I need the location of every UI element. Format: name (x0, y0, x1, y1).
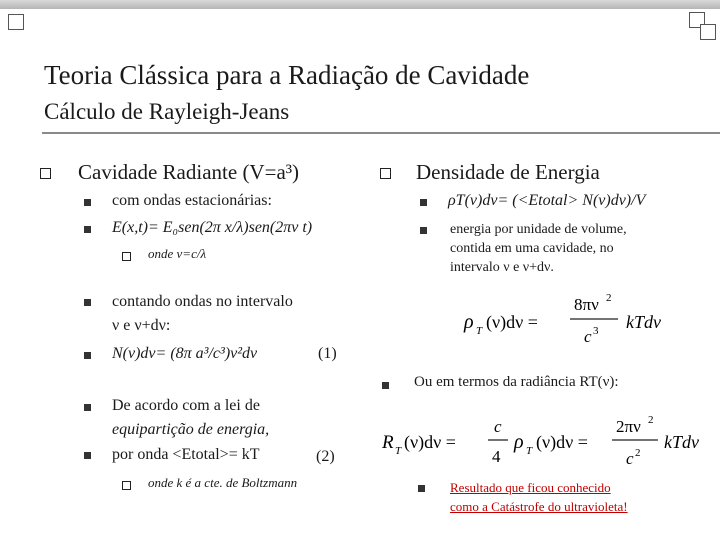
eq1-numerator: 8πν (574, 295, 599, 314)
eq1-lhs-body: (ν)dν = (486, 312, 538, 332)
eq2-numerator-exp: 2 (648, 414, 654, 426)
eq1-denominator: c (584, 327, 592, 346)
left-bullet-equipartition: De acordo com a lei de (112, 397, 260, 414)
eq2-lhs-sub: T (395, 445, 402, 457)
eq2-lhs: R (382, 432, 394, 453)
right-bullet-uv-catastrophe (450, 478, 628, 516)
eq1-lhs-sub: T (476, 325, 483, 337)
bullet-square-icon (84, 352, 91, 359)
slide-title: Teoria Clássica para a Radiação de Cavidade (44, 60, 530, 90)
bullet-square-icon (84, 404, 91, 411)
left-sub-boltzmann: onde k é a cte. de Boltzmann (148, 475, 298, 490)
left-bullet-energy-per-wave: por onda <Etotal>= kT (112, 446, 260, 463)
eq2-tail: kTdν (664, 432, 699, 452)
eq1-numerator-exp: 2 (606, 292, 612, 304)
right-bullet-radiance: Ou em termos da radiância RT(ν): (414, 374, 619, 390)
bullet-square-icon (84, 199, 91, 206)
eq2-denominator-exp: 2 (635, 447, 641, 459)
equation-number-1: (1) (318, 345, 337, 362)
top-accent-bar (0, 0, 720, 9)
eq2-lhs-body: (ν)dν = (404, 432, 456, 452)
eq2-rho-body: (ν)dν = (536, 432, 588, 452)
bullet-square-icon (382, 382, 389, 389)
equation-number-2: (2) (316, 448, 335, 465)
bullet-square-icon (84, 299, 91, 306)
bullet-box-icon (122, 481, 131, 490)
right-bullet-energy-line-2: contida em uma cavidade, no (450, 241, 614, 256)
corner-square-1 (8, 14, 24, 30)
eq2-numerator: 2πν (616, 417, 641, 436)
equation-radiance (380, 410, 710, 476)
eq2-rho: ρ (514, 431, 524, 453)
right-heading: Densidade de Energia (416, 160, 600, 184)
left-bullet-counting-interval: ν e ν+dν: (112, 317, 171, 334)
slide-subtitle: Cálculo de Rayleigh-Jeans (44, 99, 290, 124)
corner-square-3 (700, 24, 716, 40)
eq2-denominator: c (626, 449, 634, 468)
eq2-four-denominator: 4 (492, 447, 501, 466)
bullet-square-icon (420, 227, 427, 234)
bullet-square-icon (84, 452, 91, 459)
left-bullet-equipartition-2: equipartição de energia, (112, 421, 270, 438)
left-bullet-standing-waves: com ondas estacionárias: (112, 192, 272, 209)
bullet-square-icon (418, 485, 425, 492)
title-divider (42, 132, 720, 134)
left-bullet-counting: contando ondas no intervalo (112, 293, 293, 310)
bullet-square-icon (420, 199, 427, 206)
bullet-box-icon (122, 252, 131, 261)
left-bullet-mode-count: N(ν)dν= (8π a³/c³)ν²dν (112, 345, 258, 362)
left-sub-wavelength: onde ν=c/λ (148, 246, 207, 261)
right-bullet-energy-per-volume (450, 220, 627, 277)
bullet-box-icon (380, 168, 391, 179)
eq1-lhs: ρ (464, 311, 474, 333)
eq2-c-numerator: c (494, 417, 502, 436)
eq1-denominator-exp: 3 (593, 325, 599, 337)
equation-energy-density (460, 290, 710, 352)
right-bullet-energy-line-1: energia por unidade de volume, (450, 222, 627, 237)
left-heading: Cavidade Radiante (V=a³) (78, 160, 300, 184)
right-bullet-energy-density-def: ρT(ν)dν= (<Etotal> N(ν)dν)/V (448, 192, 646, 209)
eq1-tail: kTdν (626, 312, 661, 332)
eq2-rho-sub: T (526, 445, 533, 457)
uv-catastrophe-line-2: como a Catástrofe do ultravioleta! (450, 499, 628, 514)
left-bullet-wave-equation: E(x,t)= E₀sen(2π x/λ)sen(2πν t) (112, 219, 313, 236)
bullet-square-icon (84, 226, 91, 233)
right-bullet-energy-line-3: intervalo ν e ν+dν. (450, 260, 554, 275)
bullet-box-icon (40, 168, 51, 179)
uv-catastrophe-line-1: Resultado que ficou conhecido (450, 480, 611, 495)
